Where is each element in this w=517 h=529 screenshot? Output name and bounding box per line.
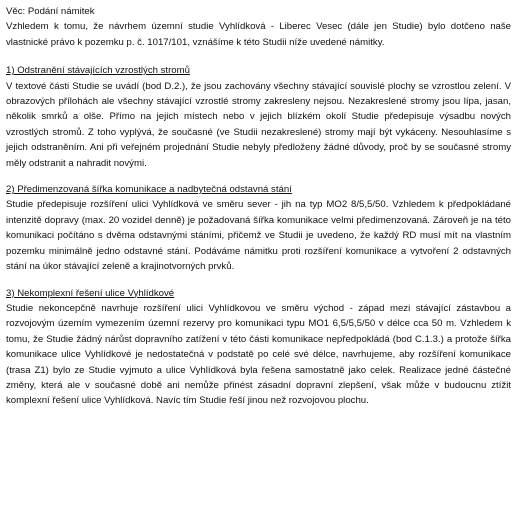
- section-body: Studie nekoncepčně navrhuje rozšíření ulici Vyhlídkovou ve směru východ - západ mezi stávající zástavbou a rozvojovým územím vymezením územní rezervy pro komunikaci typu MO1 6,5/5,5/50 v délce cca 50 m. Vzhledem k tomu, že Studie žádný nárůst dopravního zatížení v této části komunikace nepředpokládá (bod C.1.3.) a protože šířka komunikace ulice Vyhlídkové je nedostatečná v podstatě po celé své délce, navrhujeme, aby rozšíření komunikace (trasa Z1) bylo ze Studie vyjmuto a ulice Vyhlídková byla řešena samostatně jako celek. Realizace jedné částečné změny, která ale v současné době ani nemůže přinést zásadní dopravní zlepšení, však může v budoucnu ztížit komplexní řešení ulice Vyhlídková. Navíc tím Studie řeší jinou než rozvojovou plochu.: [6, 302, 511, 407]
- section-heading: 3) Nekomplexní řešení ulice Vyhlídkové: [6, 287, 175, 299]
- subject-line: Věc: Podání námitek: [6, 6, 95, 17]
- section-heading: 1) Odstranění stávajících vzrostlých stromů: [6, 65, 190, 77]
- objection-section-1: [6, 63, 511, 171]
- objection-section-2: [6, 182, 511, 274]
- section-heading: 2) Předimenzovaná šířka komunikace a nadbytečná odstavná stání: [6, 184, 292, 196]
- objection-section-3: [6, 286, 511, 409]
- section-body: Studie předepisuje rozšíření ulici Vyhlídková ve směru sever - jih na typ MO2 8/5,5/50. Vzhledem k předpokládané intenzitě dopravy (max. 20 vozidel denně) je požadovaná šířka komunikace velmi předimenzovaná. Zároveň je na této komunikaci počítáno s dvěma odstavnými stáními, přičemž ve Studii je uvedeno, že každý RD musí mít na vlastním pozemku minimálně jedno odstavné stání. Podáváme námitku proti rozšíření komunikace a vytvoření 2 odstavných stání na úkor stávající zeleně a krajinotvorných prvků.: [6, 199, 511, 273]
- intro-paragraph: Vzhledem k tomu, že návrhem územní studie Vyhlídková - Liberec Vesec (dále jen Studie) bylo dotčeno naše vlastnické právo k pozemku p. č. 1017/101, vznášíme k této Studii níže uvedené námitky.: [6, 21, 511, 48]
- section-body: V textové části Studie se uvádí (bod D.2.), že jsou zachovány všechny stávající souvislé plochy se vzrostlou zelení. V obrazových přílohách ale všechny stávající vzrostlé stromy zakresleny nejsou. Nezakreslené stromy jsou lípa, jasan, několik smrků a olše. Přímo na jejich místech nebo v jejich blízkém okolí Studie předepisuje výsadbu nových vzrostlých stromů. Z toho vyplývá, že současné (ve Studii nezakreslené) stromy mají být vykáceny. Nesouhlasíme s jejich odstraněním. Ani při veřejném projednání Studie nebyly předloženy žádné důvody, proč by se současné stromy měly odstranit a nahradit novými.: [6, 80, 511, 169]
